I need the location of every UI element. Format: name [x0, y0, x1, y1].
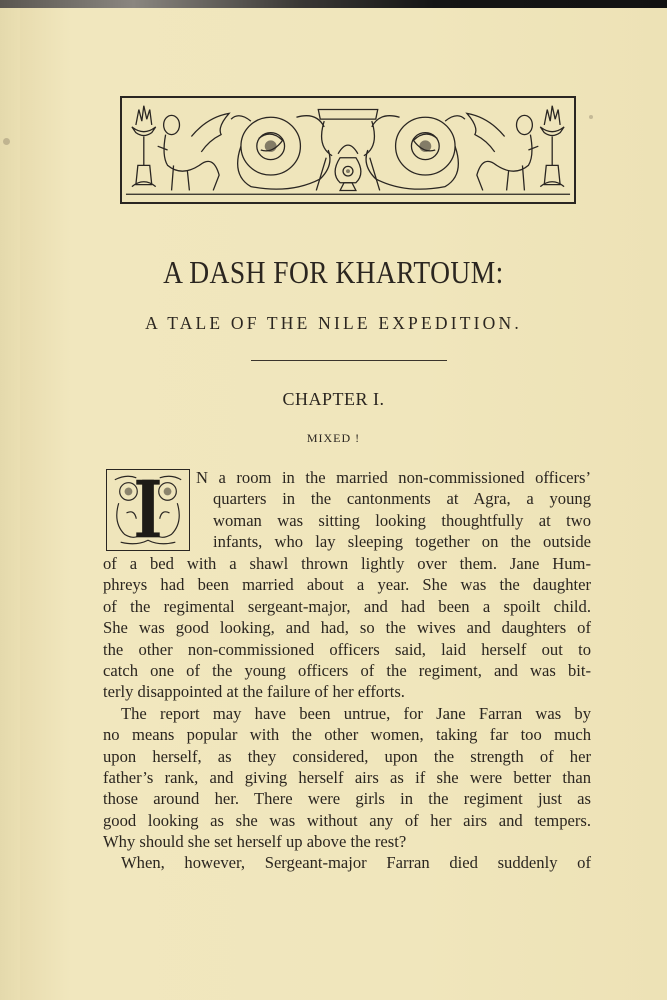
- ornament-engraving: [122, 98, 574, 202]
- text-line: those around her. There were girls in the regiment just as: [103, 789, 591, 809]
- book-subtitle: A TALE OF THE NILE EXPEDITION.: [145, 313, 522, 333]
- text-line: When, however, Sergeant-major Farran died suddenly of: [121, 853, 591, 873]
- text-line: N a room in the married non-commissioned officers’: [196, 468, 591, 487]
- text-line: upon herself, as they considered, upon the strength of her: [103, 746, 591, 766]
- text-line: Why should she set herself up above the rest?: [103, 832, 407, 852]
- ornamental-letter-icon: [107, 470, 189, 550]
- paper-blemish: [589, 115, 593, 119]
- text-line: the other non-commissioned officers said, laid herself out to: [103, 639, 591, 659]
- text-line: She was good looking, and had, so the wives and daughters of: [103, 618, 591, 638]
- text-line: of the regimental sergeant-major, and had been a spoilt child.: [103, 596, 591, 616]
- text-line: woman was sitting looking thoughtfully at two: [213, 510, 591, 530]
- text-line: The report may have been untrue, for Jane Farran was by: [121, 703, 591, 723]
- text-line: father’s rank, and giving herself airs as if she were better than: [103, 767, 591, 787]
- title-divider-rule: [251, 360, 447, 361]
- text-line: catch one of the young officers of the regiment, and was bit-: [103, 660, 591, 680]
- text-line: phreys had been married about a year. She was the daughter: [103, 575, 591, 595]
- torch-left-icon: [132, 106, 156, 187]
- torch-right-icon: [540, 106, 564, 187]
- chapter-subheading: MIXED !: [306, 431, 361, 445]
- book-title: A DASH FOR KHARTOUM:: [163, 254, 504, 290]
- text-line: quarters in the cantonments at Agra, a young: [213, 489, 591, 509]
- acanthus-scroll-left-icon: [231, 116, 330, 189]
- text-line: of a bed with a shawl thrown lightly over them. Jane Hum-: [103, 554, 591, 573]
- acanthus-scroll-right-icon: [366, 116, 465, 189]
- paragraph-1-wrapped-lines: [213, 488, 591, 552]
- text-line: infants, who lay sleeping together on the outside: [213, 532, 591, 552]
- sphinx-right-icon: [467, 113, 538, 190]
- urn-icon: [316, 110, 379, 191]
- decorative-headpiece-banner: [120, 96, 576, 204]
- chapter-heading: CHAPTER I.: [282, 389, 385, 409]
- paper-blemish: [3, 138, 10, 145]
- page-gutter: [0, 8, 22, 1000]
- text-line: terly disappointed at the failure of her efforts.: [103, 682, 405, 702]
- body-text: [103, 553, 591, 874]
- drop-cap-initial: [106, 469, 190, 551]
- text-line: no means popular with the other women, taking far too much: [103, 725, 591, 745]
- paragraph-1-opening: [196, 467, 591, 488]
- sphinx-left-icon: [158, 113, 229, 190]
- text-line: good looking as she was without any of her airs and tempers.: [103, 810, 591, 830]
